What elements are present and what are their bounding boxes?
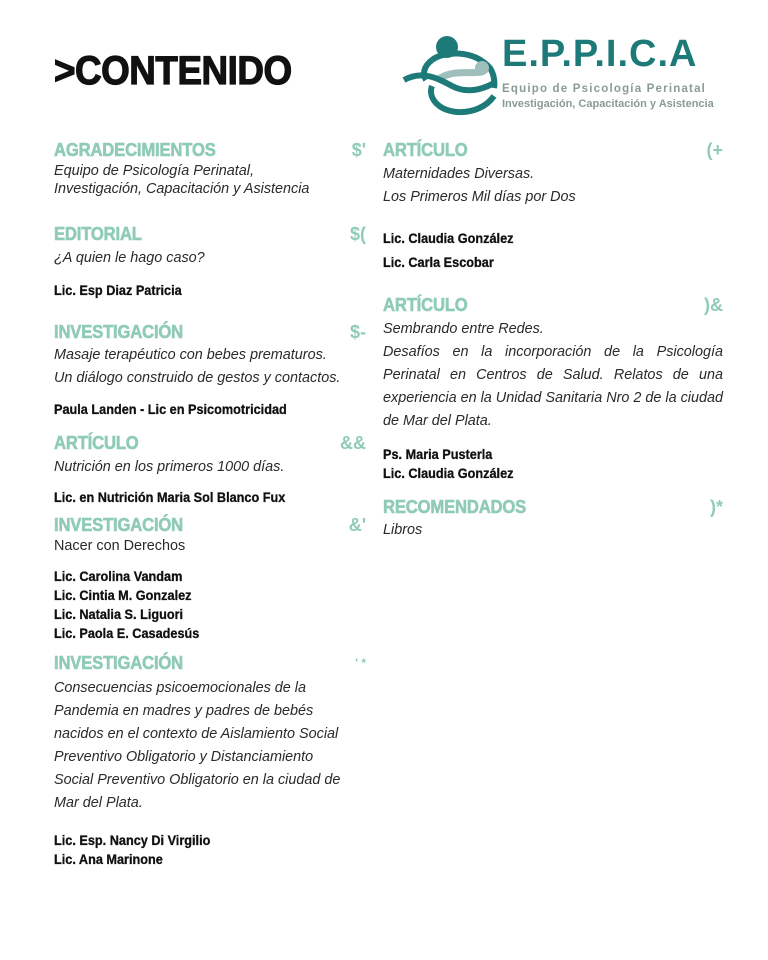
page-number: &'	[348, 515, 366, 535]
entry-author: Paula Landen - Lic en Psicomotricidad	[54, 402, 287, 417]
entry-description	[54, 162, 366, 198]
entry-description	[54, 344, 366, 390]
entry-author: Lic. Claudia González	[383, 466, 514, 481]
description-line: Equipo de Psicología Perinatal,	[54, 163, 255, 179]
entry-author: Lic. Esp Diaz Patricia	[54, 283, 182, 298]
page-title: >CONTENIDO	[54, 49, 292, 93]
section-title: EDITORIAL	[54, 223, 142, 244]
description-line: ¿A quien le hago caso?	[54, 250, 205, 266]
logo-emblem-icon	[402, 30, 502, 120]
logo-text-block	[502, 30, 742, 112]
page-number: &&	[340, 433, 366, 453]
description-line: Mar del Plata.	[54, 795, 143, 811]
section-title: AGRADECIMIENTOS	[54, 139, 216, 160]
entry-description	[54, 677, 366, 815]
description-line: Social Preventivo Obligatorio en la ciudad de	[54, 772, 341, 788]
entry-author: Lic. Ana Marinone	[54, 852, 163, 867]
toc-entry[interactable]	[54, 651, 366, 869]
toc-entry[interactable]	[54, 138, 366, 198]
toc-entry[interactable]	[54, 320, 366, 419]
section-title: INVESTIGACIÓN	[54, 321, 184, 342]
entry-author: Lic. Paola E. Casadesús	[54, 626, 200, 641]
entry-author: Lic. Cintia M. Gonzalez	[54, 588, 192, 603]
entry-description	[383, 163, 723, 209]
section-title: INVESTIGACIÓN	[54, 652, 184, 673]
description-line: Preventivo Obligatorio y Distanciamiento	[54, 749, 314, 765]
logo-name: E.P.P.I.C.A	[502, 33, 698, 75]
toc-entry[interactable]	[54, 513, 366, 643]
entry-author: Lic. Claudia González	[383, 231, 514, 246]
page-number: )&	[704, 295, 723, 315]
section-title: RECOMENDADOS	[383, 496, 527, 517]
eppica-logo	[402, 30, 742, 122]
toc-entry[interactable]	[383, 293, 723, 483]
toc-entry[interactable]	[383, 495, 723, 539]
entry-description	[54, 249, 366, 267]
page-number: $-	[349, 322, 366, 342]
page-number: $(	[349, 224, 366, 244]
page-number: )*	[710, 497, 723, 517]
section-title: ARTÍCULO	[383, 139, 468, 160]
section-title: INVESTIGACIÓN	[54, 514, 184, 535]
description-line: Nutrición en los primeros 1000 días.	[54, 459, 285, 475]
entry-description	[383, 318, 723, 433]
logo-subtitle-1: Equipo de Psicología Perinatal	[502, 83, 707, 95]
entry-description	[54, 537, 366, 555]
contents-right-column	[383, 138, 723, 539]
section-title: ARTÍCULO	[54, 432, 139, 453]
description-line: Maternidades Diversas.	[383, 166, 535, 182]
entry-author: Lic. Natalia S. Liguori	[54, 607, 184, 622]
entry-author: Ps. Maria Pusterla	[383, 447, 493, 462]
description-line: Libros	[383, 522, 423, 538]
description-line: Sembrando entre Redes.	[383, 321, 544, 337]
toc-entry[interactable]	[54, 222, 366, 300]
toc-entry[interactable]	[383, 138, 723, 275]
description-line: Investigación, Capacitación y Asistencia	[54, 181, 310, 197]
description-line: Un diálogo construido de gestos y contactos.	[54, 370, 341, 386]
page-number: $'	[351, 140, 366, 160]
description-line: Los Primeros Mil días por Dos	[383, 189, 576, 205]
logo-subtitle-2: Investigación, Capacitación y Asistencia	[502, 98, 714, 110]
contents-left-column	[54, 138, 366, 869]
section-title: ARTÍCULO	[383, 294, 468, 315]
page-number: (+	[706, 140, 723, 160]
description-paragraph: Desafíos en la incorporación de la Psicología Perinatal en Centros de Salud. Relatos de una experiencia en la Unidad Sanitaria Nro 2 de la ciudad de Mar del Plata.	[383, 344, 723, 429]
entry-description	[54, 458, 366, 476]
entry-author: Lic. en Nutrición Maria Sol Blanco Fux	[54, 490, 286, 505]
toc-entry[interactable]	[54, 431, 366, 507]
description-line: Nacer con Derechos	[54, 538, 186, 554]
description-line: Consecuencias psicoemocionales de la	[54, 680, 306, 696]
description-line: Pandemia en madres y padres de bebés	[54, 703, 314, 719]
description-line: Masaje terapéutico con bebes prematuros.	[54, 347, 327, 363]
description-line: nacidos en el contexto de Aislamiento Social	[54, 726, 339, 742]
entry-author: Lic. Carolina Vandam	[54, 569, 183, 584]
page-number: ' *	[355, 656, 366, 670]
entry-description	[383, 521, 723, 539]
entry-author: Lic. Esp. Nancy Di Virgilio	[54, 833, 211, 848]
entry-author: Lic. Carla Escobar	[383, 255, 494, 270]
